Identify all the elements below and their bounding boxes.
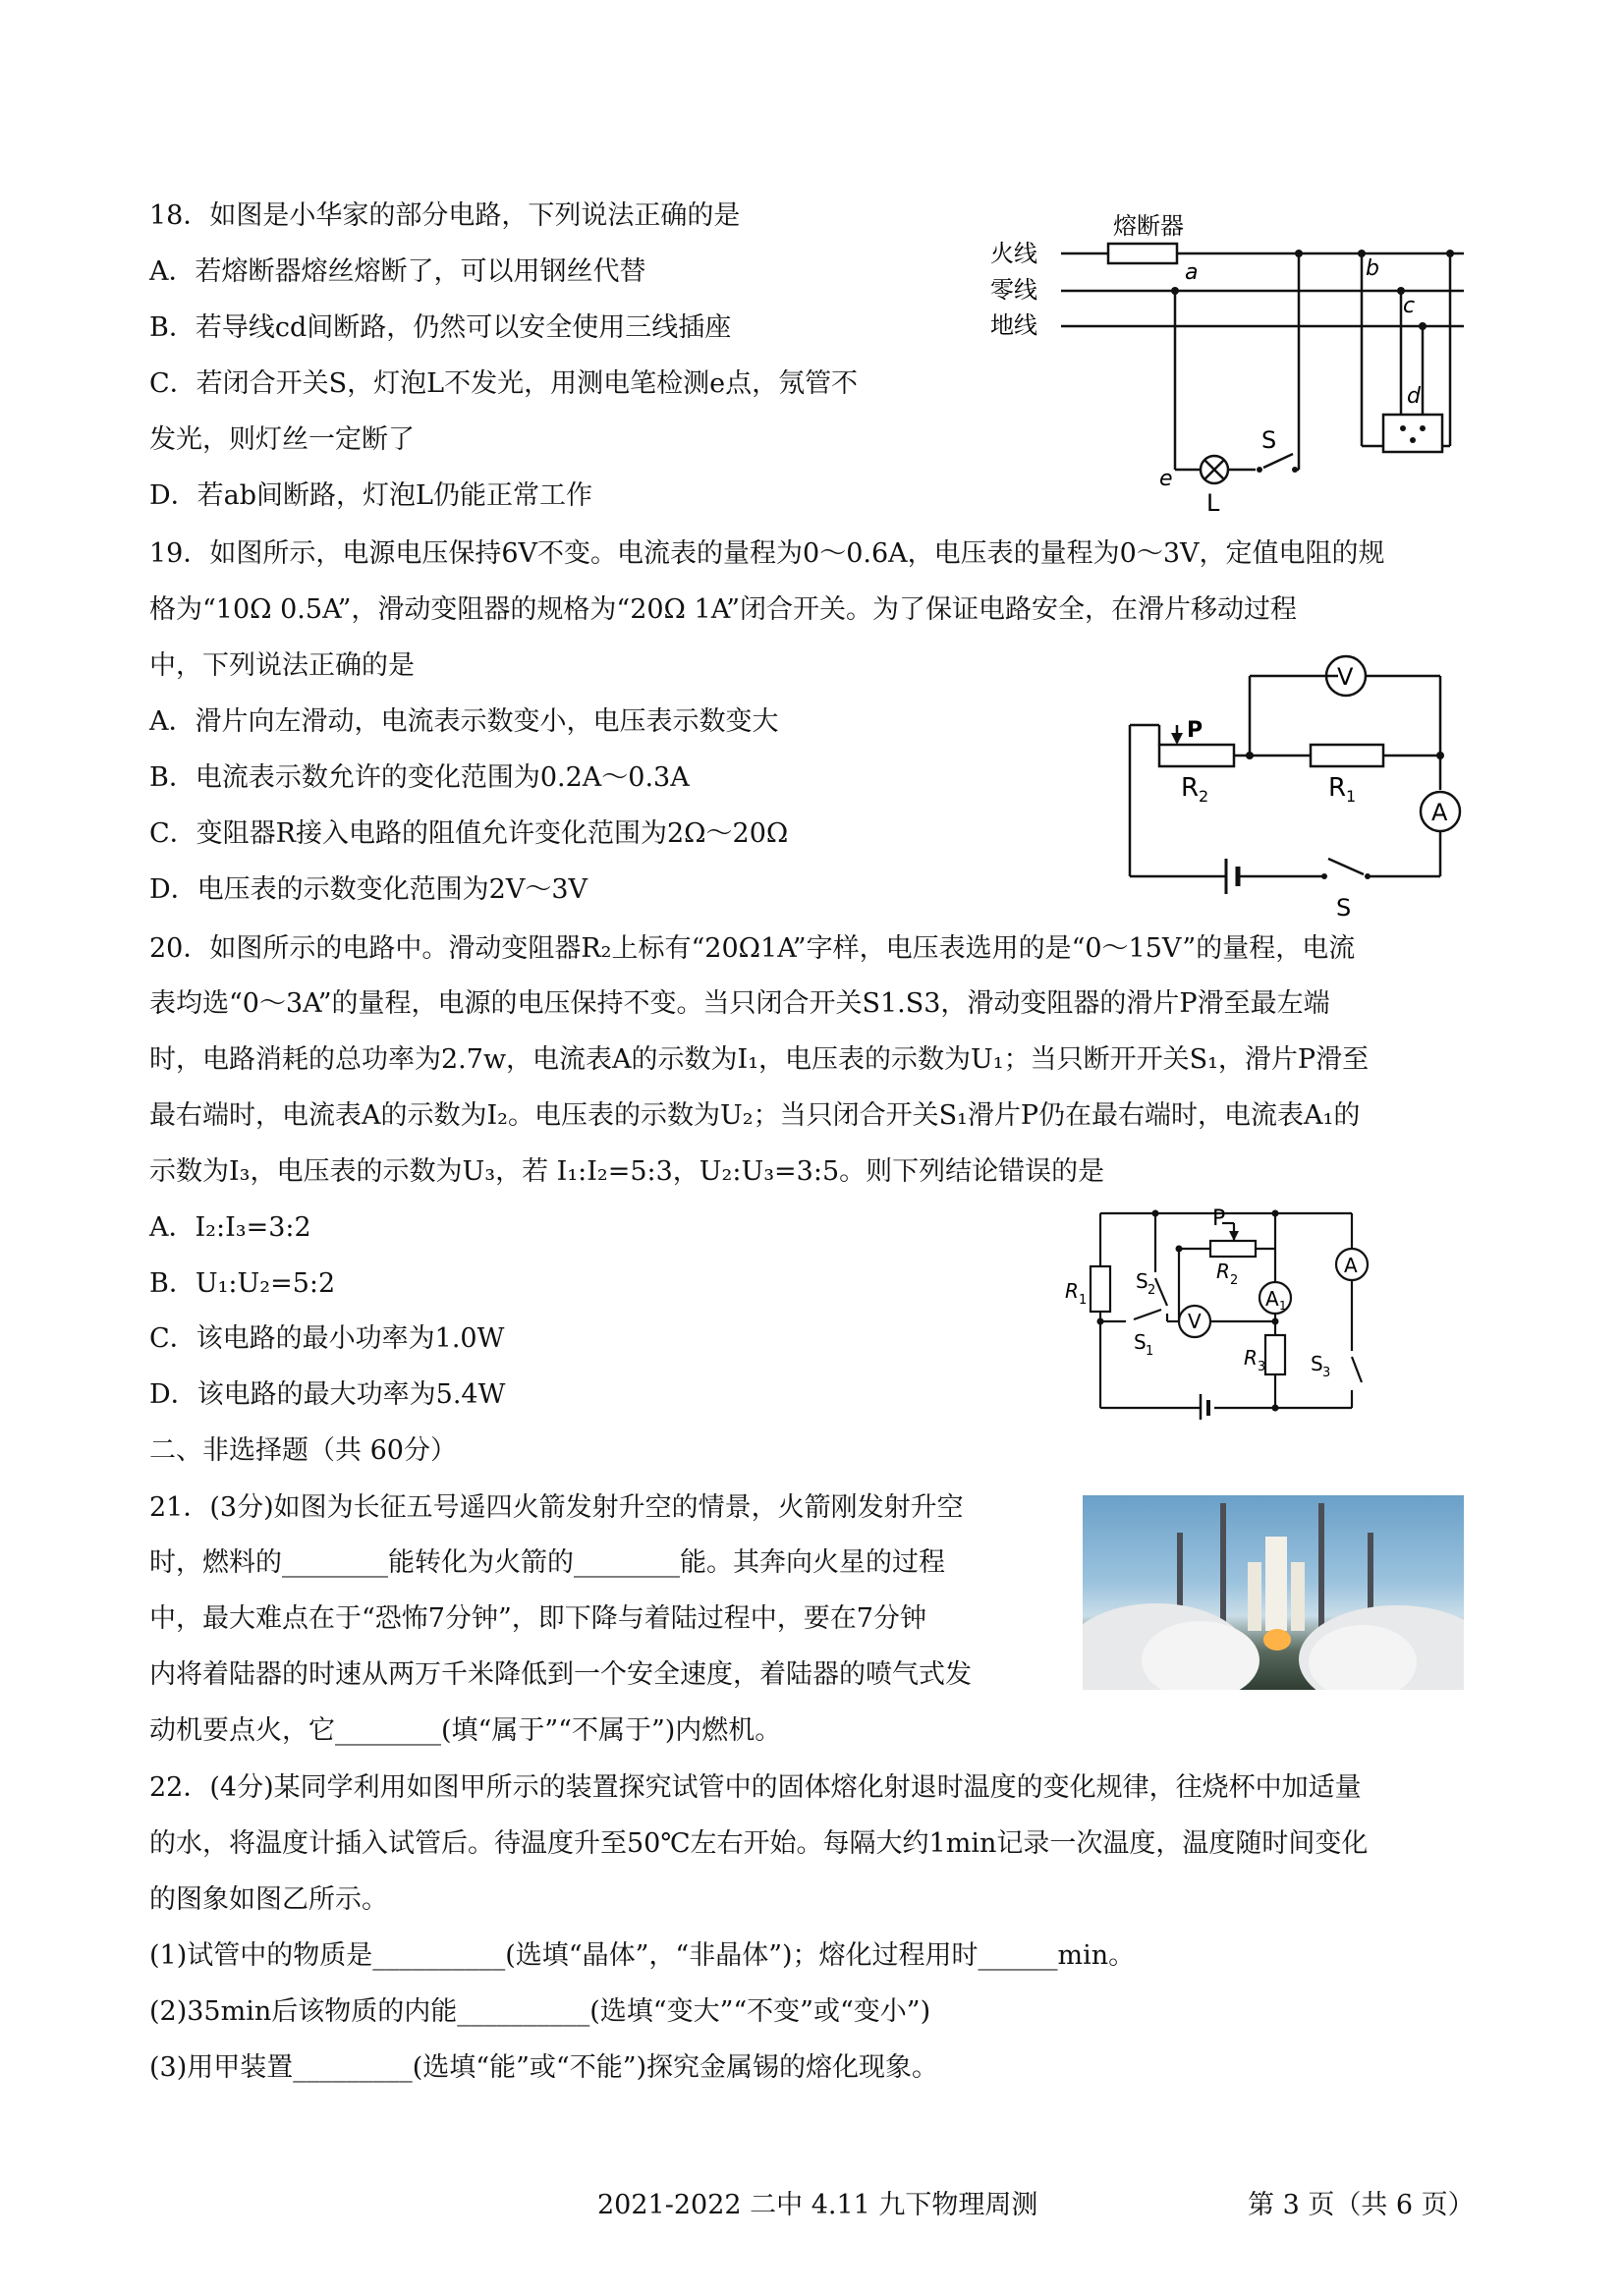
footer-exam-title: 2021-2022 二中 4.11 九下物理周测: [597, 2190, 1038, 2220]
q18-option-d: D．若ab间断路，灯泡L仍能正常工作: [149, 480, 592, 511]
q21-stem-line3: 中，最大难点在于“恐怖7分钟”，即下降与着陆过程中，要在7分钟: [149, 1603, 926, 1634]
q21-stem-line4: 内将着陆器的时速从两万千米降低到一个安全速度，着陆器的喷气式发: [149, 1659, 972, 1690]
q19-stem-line1: 19．如图所示，电源电压保持6V不变。电流表的量程为0～0.6A，电压表的量程为0～3V，定值电阻的规: [149, 538, 1385, 569]
q20-stem-line2: 表均选“0～3A”的量程，电源的电压保持不变。当只闭合开关S1.S3，滑动变阻器的滑片P滑至最左端: [149, 988, 1330, 1019]
q22-subquestion-3: (3)用甲装置_________(选填“能”或“不能”)探究金属锡的熔化现象。: [149, 2052, 939, 2083]
slider-p-label: P: [1187, 718, 1203, 743]
resistor-r3-label: R: [1244, 1346, 1258, 1370]
q18-option-a: A．若熔断器熔丝熔断了，可以用钢丝代替: [149, 256, 646, 287]
ammeter-a1-subscript: 1: [1279, 1299, 1287, 1313]
q21-stem-line1: 21．(3分)如图为长征五号遥四火箭发射升空的情景，火箭刚发射升空: [149, 1492, 964, 1523]
point-a-label: a: [1185, 260, 1199, 285]
resistor-r1-subscript: 1: [1079, 1293, 1088, 1308]
ammeter-a-label: A: [1344, 1254, 1358, 1277]
neutral-wire-label: 零线: [990, 276, 1037, 304]
q19-stem-line2: 格为“10Ω 0.5A”，滑动变阻器的规格为“20Ω 1A”闭合开关。为了保证电路安全，在滑片移动过程: [149, 594, 1298, 625]
rheostat-r2-label: R: [1216, 1260, 1230, 1283]
q19-option-b: B．电流表示数允许的变化范围为0.2A～0.3A: [149, 762, 690, 793]
q20-stem-line1: 20．如图所示的电路中。滑动变阻器R₂上标有“20Ω1A”字样，电压表选用的是“0～15V”的量程，电流: [149, 933, 1356, 964]
fuse-label: 熔断器: [1113, 212, 1184, 240]
rheostat-r2-subscript: 2: [1230, 1273, 1239, 1288]
switch-s-label: S: [1261, 426, 1277, 454]
q21-stem-line2: 时，燃料的________能转化为火箭的________能。其奔向火星的过程: [149, 1547, 945, 1578]
q21-stem-line5: 动机要点火，它________(填“属于”“不属于”)内燃机。: [149, 1715, 782, 1746]
resistor-r1-label: R: [1065, 1279, 1079, 1303]
q20-stem-line4: 最右端时，电流表A的示数为I₂。电压表的示数为U₂；当只闭合开关S₁滑片P仍在最右端时，电流表A₁的: [149, 1100, 1361, 1131]
q22-stem-line1: 22．(4分)某同学利用如图甲所示的装置探究试管中的固体熔化射退时温度的变化规律，往烧杯中加适量: [149, 1772, 1362, 1803]
ground-wire-label: 地线: [990, 311, 1037, 339]
q20-stem-line3: 时，电路消耗的总功率为2.7w，电流表A的示数为I₁，电压表的示数为U₁；当只断开开关S₁，滑片P滑至: [149, 1044, 1370, 1075]
switch-s2-subscript: 2: [1147, 1283, 1156, 1298]
q18-option-c-cont: 发光，则灯丝一定断了: [149, 424, 415, 455]
q18-stem: 18．如图是小华家的部分电路，下列说法正确的是: [149, 200, 741, 231]
q19-series-circuit-diagram: [1110, 648, 1474, 924]
point-c-label: c: [1403, 294, 1416, 318]
q20-stem-line5: 示数为I₃，电压表的示数为U₃，若 I₁:I₂=5:3，U₂:U₃=3:5。则下列结论错误的是: [149, 1156, 1105, 1187]
q20-option-c: C．该电路的最小功率为1.0W: [149, 1323, 505, 1354]
switch-s3-subscript: 3: [1322, 1366, 1331, 1380]
ammeter-a-label: A: [1431, 799, 1448, 826]
q20-option-b: B．U₁:U₂=5:2: [149, 1268, 336, 1299]
q20-option-a: A．I₂:I₃=3:2: [149, 1212, 311, 1243]
q22-subquestion-1: (1)试管中的物质是__________(选填“晶体”，“非晶体”)；熔化过程用时______min。: [149, 1940, 1136, 1971]
section-2-heading: 二、非选择题（共 60分）: [149, 1435, 457, 1466]
switch-s3-label: S: [1311, 1352, 1323, 1375]
q19-option-a: A．滑片向左滑动，电流表示数变小，电压表示数变大: [149, 706, 779, 737]
point-b-label: b: [1366, 256, 1379, 281]
rocket-launch-photo: [1083, 1495, 1464, 1690]
switch-s1-label: S: [1134, 1330, 1147, 1354]
voltmeter-v-label: V: [1188, 1310, 1202, 1333]
resistor-r3-subscript: 3: [1258, 1360, 1266, 1374]
rheostat-r2-subscript: 2: [1199, 787, 1209, 806]
q22-stem-line3: 的图象如图乙所示。: [149, 1884, 388, 1915]
switch-s1-subscript: 1: [1146, 1344, 1154, 1359]
live-wire-label: 火线: [990, 240, 1037, 267]
q20-option-d: D．该电路的最大功率为5.4W: [149, 1379, 506, 1410]
voltmeter-v-label: V: [1337, 663, 1354, 691]
switch-s-label: S: [1336, 894, 1352, 922]
q19-option-c: C．变阻器R接入电路的阻值允许变化范围为2Ω～20Ω: [149, 818, 789, 849]
point-d-label: d: [1407, 384, 1421, 409]
q18-option-b: B．若导线cd间断路，仍然可以安全使用三线插座: [149, 312, 732, 343]
q20-mixed-circuit-diagram: [1061, 1204, 1375, 1420]
point-e-label: e: [1159, 467, 1173, 491]
resistor-r1-subscript: 1: [1346, 787, 1357, 806]
resistor-r1-label: R: [1328, 773, 1347, 803]
q22-stem-line2: 的水，将温度计插入试管后。待温度升至50℃左右开始。每隔大约1min记录一次温度，温度随时间变化: [149, 1828, 1369, 1859]
lamp-l-label: L: [1206, 489, 1220, 517]
slider-p-label: P: [1212, 1206, 1226, 1231]
q22-subquestion-2: (2)35min后该物质的内能__________(选填“变大”“不变”或“变小”): [149, 1996, 931, 2027]
q18-option-c: C．若闭合开关S，灯泡L不发光，用测电笔检测e点，氖管不: [149, 368, 859, 399]
footer-page-number: 第 3 页（共 6 页）: [1248, 2190, 1475, 2220]
switch-s2-label: S: [1136, 1269, 1148, 1293]
q19-stem-line3: 中，下列说法正确的是: [149, 650, 415, 681]
ammeter-a1-label: A: [1265, 1287, 1279, 1311]
q19-option-d: D．电压表的示数变化范围为2V～3V: [149, 874, 588, 905]
rheostat-r2-label: R: [1181, 773, 1200, 803]
q18-household-circuit-diagram: [982, 206, 1474, 521]
